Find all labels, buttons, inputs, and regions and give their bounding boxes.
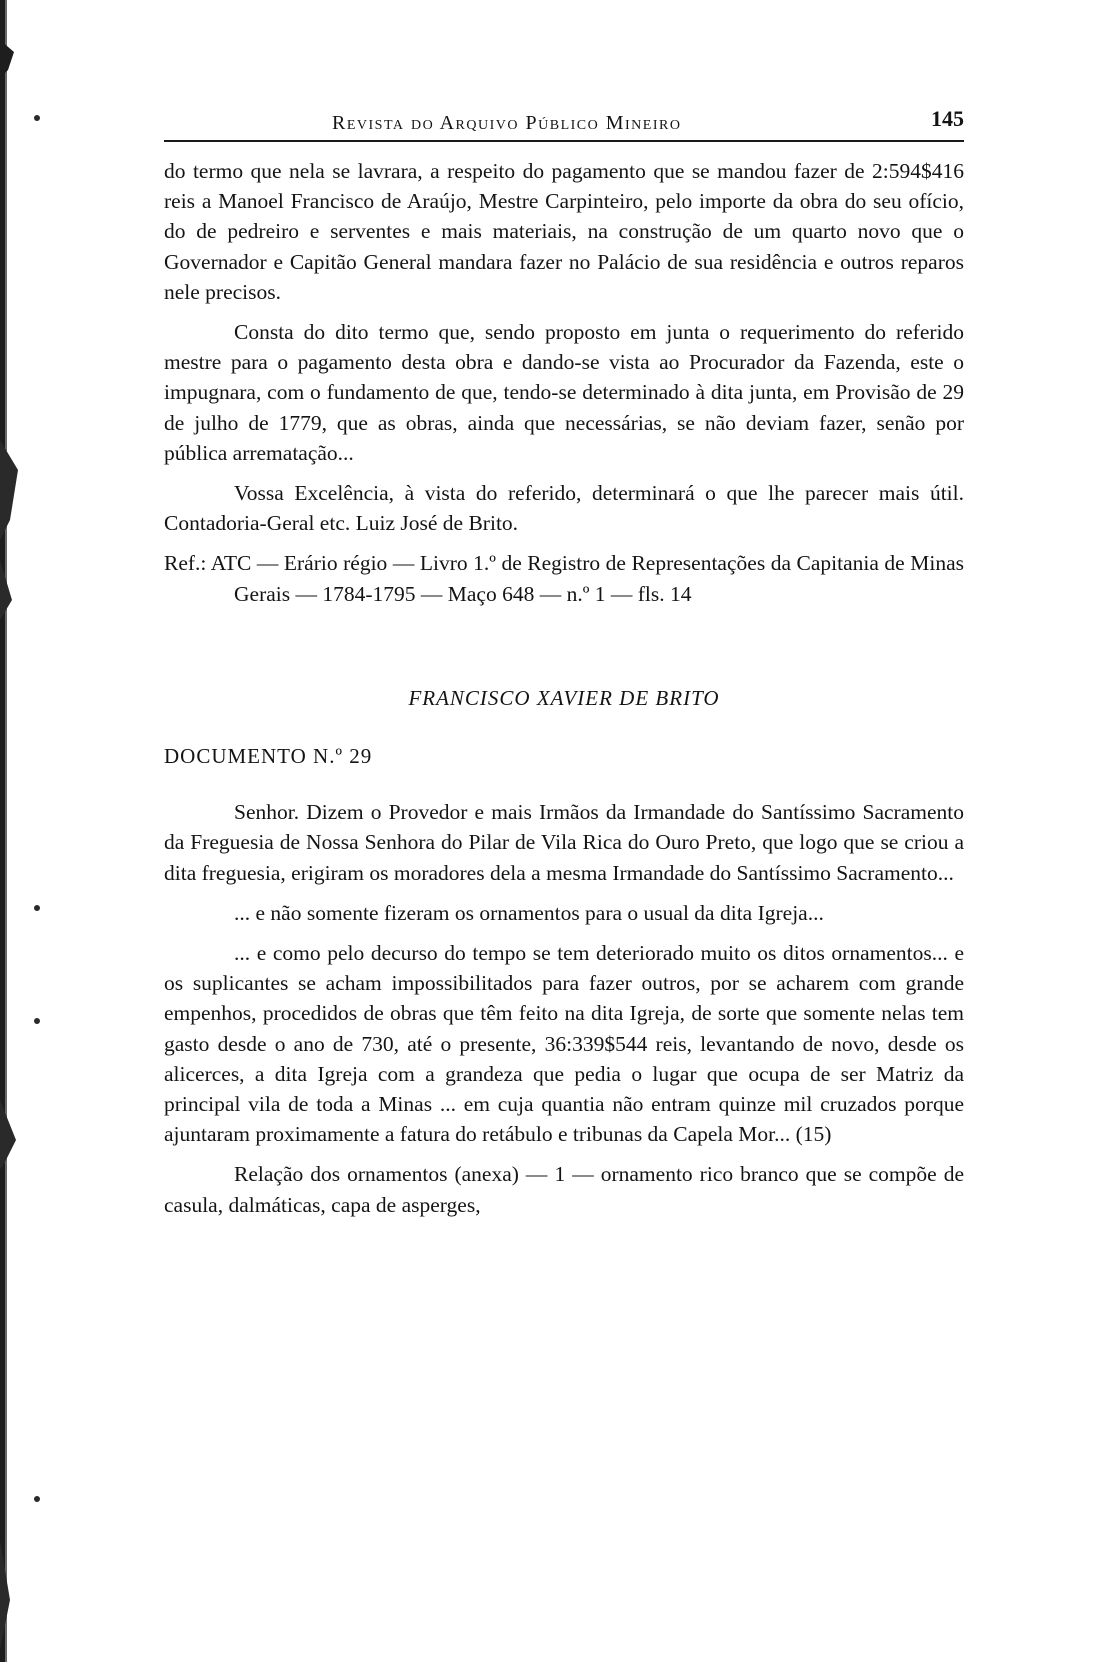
reference-note: Ref.: ATC — Erário régio — Livro 1.º de Registro de Representações da Capitania de Minas Gerais — 1784-1795 — Maço 648 — n.º 1 — fls. 14 — [164, 551, 964, 606]
page — [164, 100, 964, 1230]
paragraph: ... e como pelo decurso do tempo se tem deteriorado muito os ditos ornamentos... e os suplicantes se acham impossibilitados para fazer outros, por se acharem com grande empenhos, procedidos de obras que têm feito na dita Igreja, de sorte que somente nelas tem gasto desde o ano de 730, até o presente, 36:339$544 reis, levantando de novo, desde os alicerces, a dita Igreja com a grandeza que pedia o lugar que ocupa de ser Matriz da principal vila de toda a Minas ... em cuja quantia não entram quinze mil cruzados porque ajuntaram proximamente a fatura do retábulo e tribunas da Capela Mor... (15) — [164, 941, 964, 1147]
paragraph: ... e não somente fizeram os ornamentos para o usual da dita Igreja... — [234, 900, 824, 925]
margin-mark — [34, 905, 40, 911]
section-title: FRANCISCO XAVIER DE BRITO — [408, 685, 720, 710]
running-header — [164, 100, 964, 142]
paragraph: do termo que nela se lavrara, a respeito do pagamento que se mandou fazer de 2:594$416 reis a Manoel Francisco de Araújo, Mestre Carpinteiro, pelo importe da obra do seu ofício, do de pedreiro e serventes e mais materiais, na construção de um quarto novo que o Governador e Capitão General mandara fazer no Palácio de sua residência e outros reparos nele precisos. — [164, 159, 964, 304]
paragraph: Relação dos ornamentos (anexa) — 1 — ornamento rico branco que se compõe de casula, dalmáticas, capa de asperges, — [164, 1162, 964, 1217]
running-title: Revista do Arquivo Público Mineiro — [332, 112, 682, 134]
paragraph: Senhor. Dizem o Provedor e mais Irmãos da Irmandade do Santíssimo Sacramento da Freguesia de Nossa Senhora do Pilar de Vila Rica do Ouro Preto, que logo que se criou a dita freguesia, erigiram os moradores dela a mesma Irmandade do Santíssimo Sacramento... — [164, 800, 964, 885]
paragraph: Vossa Excelência, à vista do referido, determinará o que lhe parecer mais útil. Contadoria-Geral etc. Luiz José de Brito. — [164, 481, 964, 536]
page-number: 145 — [931, 106, 964, 131]
scanned-page-edge — [0, 0, 22, 1662]
paragraph: Consta do dito termo que, sendo proposto em junta o requerimento do referido mestre para o pagamento desta obra e dando-se vista ao Procurador da Fazenda, este o impugnara, com o fundamento de que, tendo-se determinado à dita junta, em Provisão de 29 de julho de 1779, que as obras, ainda que necessárias, se não deviam fazer, senão por pública arrematação... — [164, 320, 964, 465]
margin-mark — [34, 115, 40, 121]
document-number: DOCUMENTO N.º 29 — [164, 744, 373, 769]
margin-mark — [34, 1496, 40, 1502]
margin-mark — [34, 1018, 40, 1024]
body-text — [164, 156, 964, 1220]
